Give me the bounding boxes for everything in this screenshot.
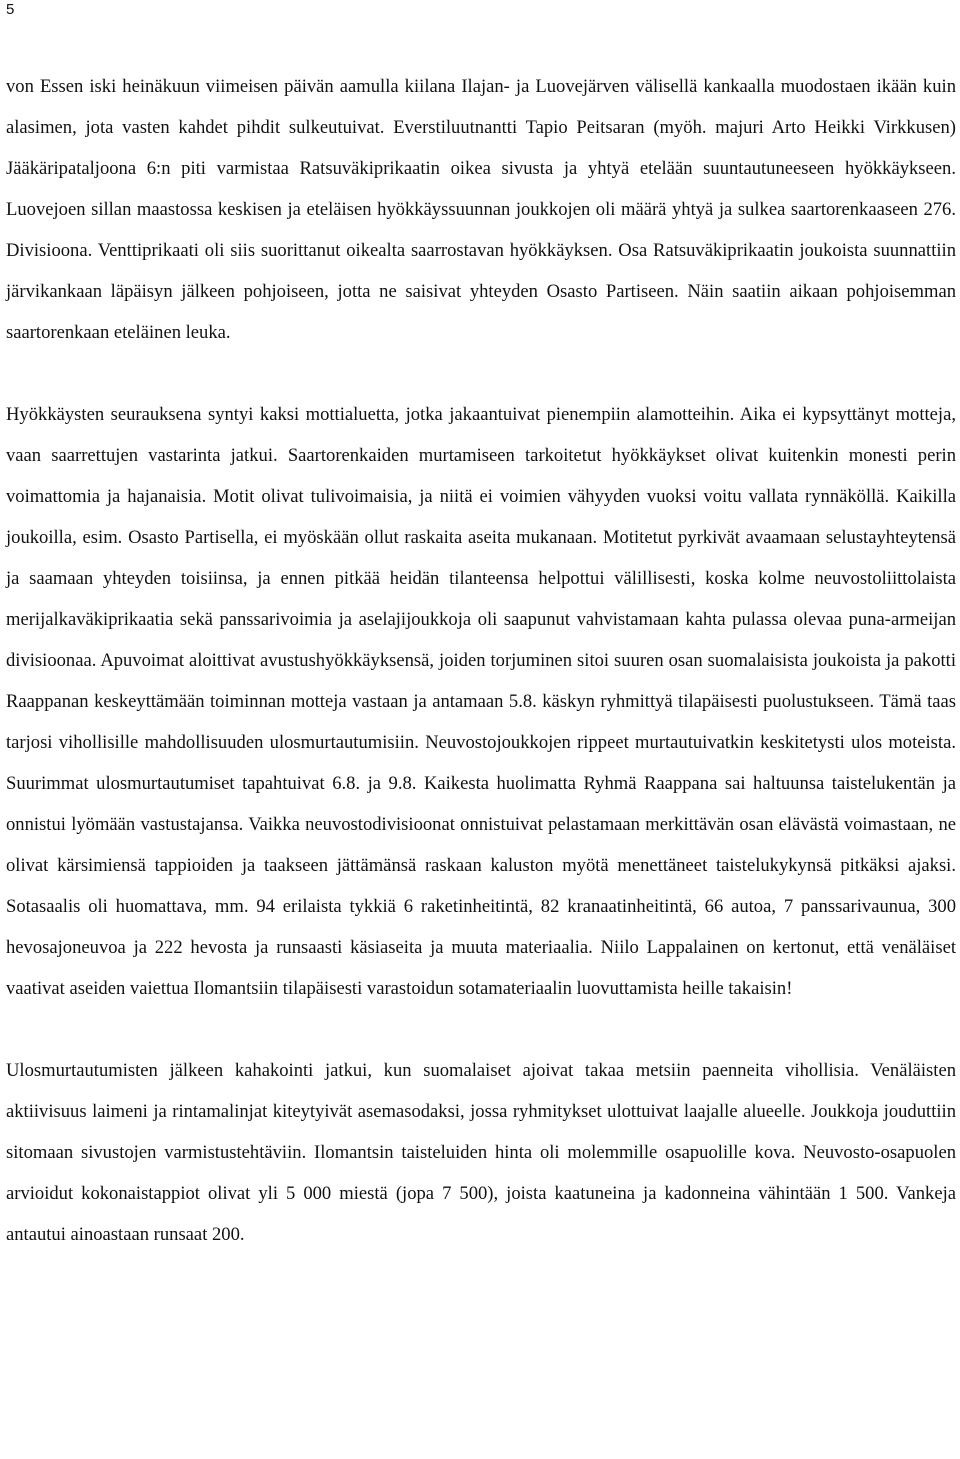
paragraph-1: von Essen iski heinäkuun viimeisen päivän aamulla kiilana Ilajan- ja Luovejärven välisellä kankaalla muodostaen ikään kuin alasimen, jota vasten kahdet pihdit sulkeutuivat. Everstiluutnantti Tapio Peitsaran (myöh. majuri Arto Heikki Virkkusen) Jääkäripataljoona 6:n piti varmistaa Ratsuväkiprikaatin oikea sivusta ja yhtyä etelään suuntautuneeseen hyökkäykseen. Luovejoen sillan maastossa keskisen ja eteläisen hyökkäyssuunnan joukkojen oli määrä yhtyä ja sulkea saartorenkaaseen 276. Divisioona. Venttiprikaati oli siis suorittanut oikealta saarrostavan hyökkäyksen. Osa Ratsuväkiprikaatin joukoista suunnattiin järvikankaan läpäisyn jälkeen pohjoiseen, jotta ne saisivat yhteyden Osasto Partiseen. Näin saatiin aikaan pohjoisemman saartorenkaan eteläinen leuka. [6,76,956,343]
paragraph-2: Hyökkäysten seurauksena syntyi kaksi mottialuetta, jotka jakaantuivat pienempiin alamotteihin. Aika ei kypsyttänyt motteja, vaan saarrettujen vastarinta jatkui. Saartorenkaiden murtamiseen tarkoitetut hyökkäykset olivat kuitenkin monesti perin voimattomia ja hajanaisia. Motit olivat tulivoimaisia, ja niitä ei voimien vähyyden vuoksi voitu vallata rynnäköllä. Kaikilla joukoilla, esim. Osasto Partisella, ei myöskään ollut raskaita aseita mukanaan. Motitetut pyrkivät avaamaan selustayhteytensä ja saamaan yhteyden toisiinsa, ja ennen pitkää heidän tilanteensa helpottui välillisesti, koska kolme neuvostoliittolaista merijalkaväkiprikaatia sekä panssarivoimia ja aselajijoukkoja oli saapunut vahvistamaan kahta pulassa olevaa puna-armeijan divisioonaa. Apuvoimat aloittivat avustushyökkäyksensä, joiden torjuminen sitoi suuren osan suomalaisista joukoista ja pakotti Raappanan keskeyttämään toiminnan motteja vastaan ja antamaan 5.8. käskyn ryhmittyä tilapäisesti puolustukseen. Tämä taas tarjosi vihollisille mahdollisuuden ulosmurtautumisiin. Neuvostojoukkojen rippeet murtautuivatkin keskitetysti ulos moteista. Suurimmat ulosmurtautumiset tapahtuivat 6.8. ja 9.8. Kaikesta huolimatta Ryhmä Raappana sai haltuunsa taistelukentän ja onnistui lyömään vastustajansa. Vaikka neuvostodivisioonat onnistuivat pelastamaan merkittävän osan elävästä voimastaan, ne olivat kärsimiensä tappioiden ja taakseen jättämänsä raskaan kaluston myötä menettäneet taistelukykynsä pitkäksi ajaksi. Sotasaalis oli huomattava, mm. 94 erilaista tykkiä 6 raketinheitintä, 82 kranaatinheitintä, 66 autoa, 7 panssarivaunua, 300 hevosajoneuvoa ja 222 hevosta ja runsaasti käsiaseita ja muuta materiaalia. Niilo Lappalainen on kertonut, että venäläiset vaativat aseiden vaiettua Ilomantsiin tilapäisesti varastoidun sotamateriaalin luovuttamista heille takaisin! [6,404,956,999]
page-number: 5 [6,1,15,18]
paragraph-3: Ulosmurtautumisten jälkeen kahakointi jatkui, kun suomalaiset ajoivat takaa metsiin paenneita vihollisia. Venäläisten aktiivisuus laimeni ja rintamalinjat kiteytyivät asemasodaksi, jossa ryhmitykset ulottuivat laajalle alueelle. Joukkoja jouduttiin sitomaan sivustojen varmistustehtäviin. Ilomantsin taisteluiden hinta oli molemmille osapuolille kova. Neuvosto-osapuolen arvioidut kokonaistappiot olivat yli 5 000 miestä (jopa 7 500), joista kaatuneina ja kadonneina vähintään 1 500. Vankeja antautui ainoastaan runsaat 200. [6,1060,956,1245]
document-body [6,66,956,1255]
